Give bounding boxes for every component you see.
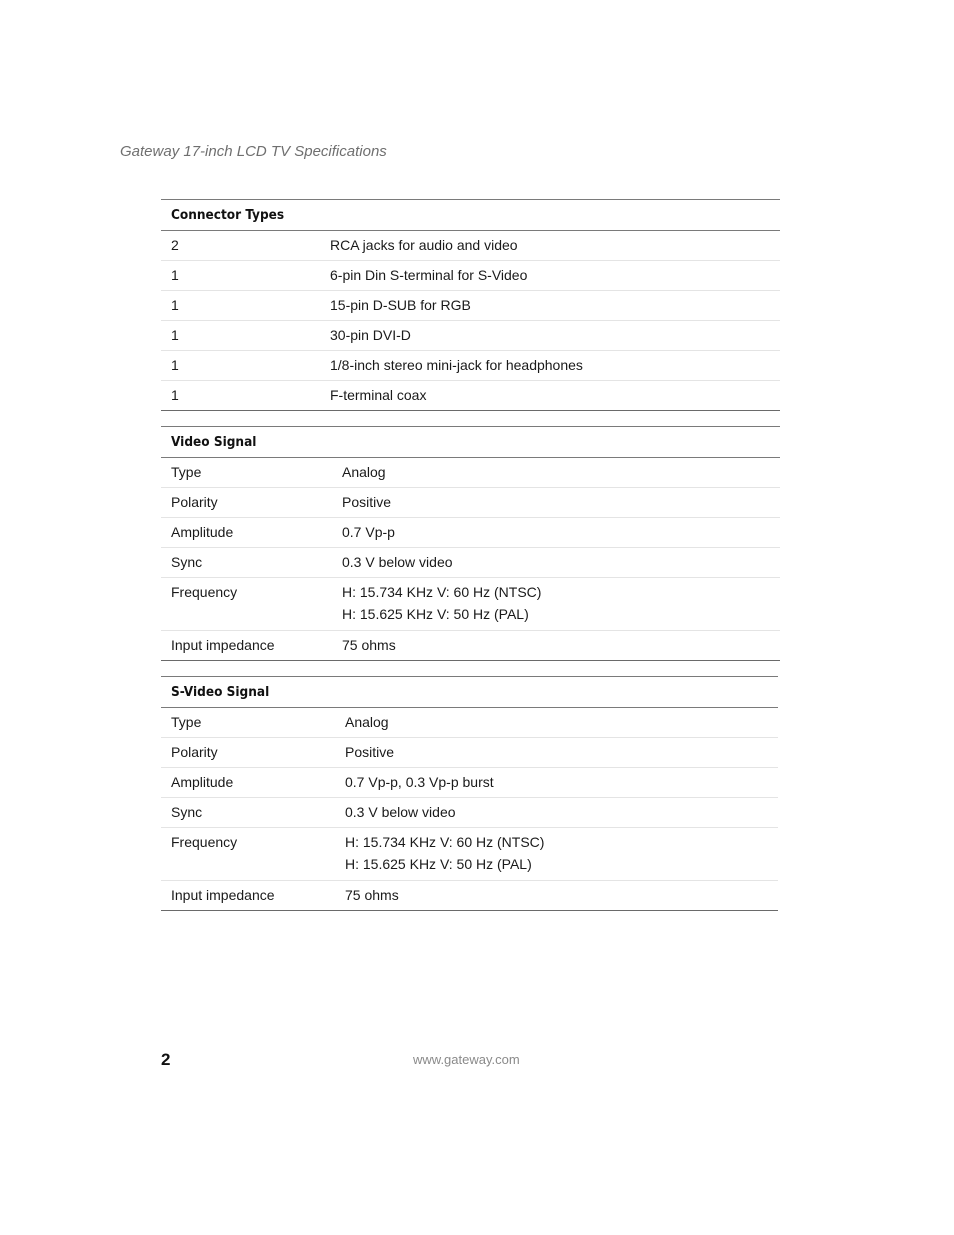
table-row bbox=[161, 708, 778, 738]
connector-count: 1 bbox=[161, 351, 330, 381]
connector-description: 1/8-inch stereo mini-jack for headphones bbox=[330, 351, 780, 381]
table-row bbox=[161, 518, 780, 548]
table-row bbox=[161, 631, 780, 661]
table-row bbox=[161, 261, 780, 291]
table-row bbox=[161, 231, 780, 261]
connector-count: 1 bbox=[161, 261, 330, 291]
spec-value bbox=[345, 828, 778, 881]
table-header-row bbox=[161, 427, 780, 458]
spec-label: Amplitude bbox=[161, 768, 345, 798]
table-header-row bbox=[161, 677, 778, 708]
table-row bbox=[161, 381, 780, 411]
spec-label: Input impedance bbox=[161, 631, 342, 661]
connector-count: 1 bbox=[161, 291, 330, 321]
spec-value: 75 ohms bbox=[342, 631, 780, 661]
video-signal-heading: Video Signal bbox=[161, 427, 780, 458]
connector-description: RCA jacks for audio and video bbox=[330, 231, 780, 261]
table-row bbox=[161, 881, 778, 911]
connector-description: 15-pin D-SUB for RGB bbox=[330, 291, 780, 321]
spec-label: Input impedance bbox=[161, 881, 345, 911]
table-row bbox=[161, 798, 778, 828]
spec-label: Type bbox=[161, 708, 345, 738]
spec-label: Frequency bbox=[161, 578, 342, 631]
svideo-signal-heading: S-Video Signal bbox=[161, 677, 778, 708]
connector-count: 2 bbox=[161, 231, 330, 261]
table-row bbox=[161, 548, 780, 578]
spec-value: 0.7 Vp-p, 0.3 Vp-p burst bbox=[345, 768, 778, 798]
spec-label: Polarity bbox=[161, 488, 342, 518]
table-row bbox=[161, 488, 780, 518]
spec-value bbox=[342, 578, 780, 631]
spec-value: 0.3 V below video bbox=[345, 798, 778, 828]
spec-value: Analog bbox=[345, 708, 778, 738]
table-row bbox=[161, 578, 780, 631]
table-header-row bbox=[161, 200, 780, 231]
spec-label: Sync bbox=[161, 798, 345, 828]
table-row bbox=[161, 351, 780, 381]
spec-value: 0.7 Vp-p bbox=[342, 518, 780, 548]
frequency-pal: H: 15.625 KHz V: 50 Hz (PAL) bbox=[342, 606, 529, 622]
spec-value: 0.3 V below video bbox=[342, 548, 780, 578]
connector-types-table bbox=[161, 199, 780, 411]
spec-value: 75 ohms bbox=[345, 881, 778, 911]
spec-value: Positive bbox=[345, 738, 778, 768]
footer-url[interactable]: www.gateway.com bbox=[413, 1052, 520, 1067]
connector-description: F-terminal coax bbox=[330, 381, 780, 411]
table-row bbox=[161, 738, 778, 768]
spec-label: Frequency bbox=[161, 828, 345, 881]
spec-label: Type bbox=[161, 458, 342, 488]
frequency-ntsc: H: 15.734 KHz V: 60 Hz (NTSC) bbox=[345, 834, 545, 850]
table-row bbox=[161, 458, 780, 488]
connector-description: 6-pin Din S-terminal for S-Video bbox=[330, 261, 780, 291]
table-row bbox=[161, 321, 780, 351]
table-row bbox=[161, 768, 778, 798]
frequency-ntsc: H: 15.734 KHz V: 60 Hz (NTSC) bbox=[342, 584, 542, 600]
svideo-signal-table bbox=[161, 676, 778, 911]
table-row bbox=[161, 291, 780, 321]
video-signal-table bbox=[161, 426, 780, 661]
spec-label: Sync bbox=[161, 548, 342, 578]
table-row bbox=[161, 828, 778, 881]
spec-label: Amplitude bbox=[161, 518, 342, 548]
running-header: Gateway 17-inch LCD TV Specifications bbox=[120, 143, 387, 160]
connector-types-heading: Connector Types bbox=[161, 200, 780, 231]
connector-description: 30-pin DVI-D bbox=[330, 321, 780, 351]
frequency-pal: H: 15.625 KHz V: 50 Hz (PAL) bbox=[345, 856, 532, 872]
spec-label: Polarity bbox=[161, 738, 345, 768]
spec-value: Analog bbox=[342, 458, 780, 488]
page-number: 2 bbox=[161, 1050, 171, 1069]
connector-count: 1 bbox=[161, 381, 330, 411]
connector-count: 1 bbox=[161, 321, 330, 351]
spec-value: Positive bbox=[342, 488, 780, 518]
